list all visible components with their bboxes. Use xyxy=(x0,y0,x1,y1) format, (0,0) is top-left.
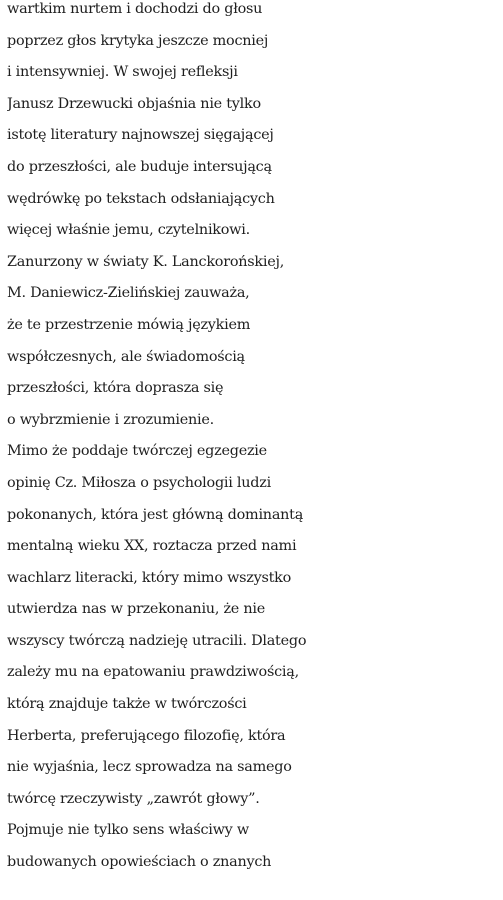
text-line: Zanurzony w światy K. Lanckorońskiej, xyxy=(7,253,285,270)
text-line: zależy mu na epatowaniu prawdziwością, xyxy=(7,664,299,681)
text-line: którą znajduje także w twórczości xyxy=(7,696,247,713)
text-line: Janusz Drzewucki objaśnia nie tylko xyxy=(7,95,261,112)
text-line: o wybrzmienie i zrozumienie. xyxy=(7,411,214,428)
text-line: wartkim nurtem i dochodzi do głosu xyxy=(7,1,263,17)
text-line: Pojmuje nie tylko sens właściwy w xyxy=(7,822,249,839)
text-line: współczesnych, ale świadomością xyxy=(7,348,245,365)
text-line: wszyscy twórczą nadzieję utracili. Dlatego xyxy=(7,632,307,649)
text-line: poprzez głos krytyka jeszcze mocniej xyxy=(7,32,269,49)
text-line: że te przestrzenie mówią językiem xyxy=(7,316,251,333)
text-line: więcej właśnie jemu, czytelnikowi. xyxy=(7,222,250,239)
text-line: i intensywniej. W swojej refleksji xyxy=(7,64,238,81)
text-line: nie wyjaśnia, lecz sprowadza na samego xyxy=(7,759,292,776)
body-text xyxy=(7,0,499,879)
text-line: mentalną wieku XX, roztacza przed nami xyxy=(7,538,297,555)
document-page xyxy=(7,0,499,900)
text-line: do przeszłości, ale buduje intersującą xyxy=(7,158,272,175)
text-line: utwierdza nas w przekonaniu, że nie xyxy=(7,601,266,618)
text-line: opinię Cz. Miłosza o psychologii ludzi xyxy=(7,474,271,491)
text-line: istotę literatury najnowszej sięgającej xyxy=(7,127,274,144)
text-line: twórcę rzeczywisty „zawrót głowy”. xyxy=(7,790,260,807)
text-line: pokonanych, która jest główną dominantą xyxy=(7,506,304,523)
text-line: Herberta, preferującego filozofię, która xyxy=(7,727,286,744)
text-line: Mimo że poddaje twórczej egzegezie xyxy=(7,443,267,460)
text-line: M. Daniewicz-Zielińskiej zauważa, xyxy=(7,285,250,302)
text-line: przeszłości, która doprasza się xyxy=(7,380,224,397)
text-line: wędrówkę po tekstach odsłaniających xyxy=(7,190,275,207)
text-line: budowanych opowieściach o znanych xyxy=(7,854,272,871)
text-line: wachlarz literacki, który mimo wszystko xyxy=(7,569,292,586)
